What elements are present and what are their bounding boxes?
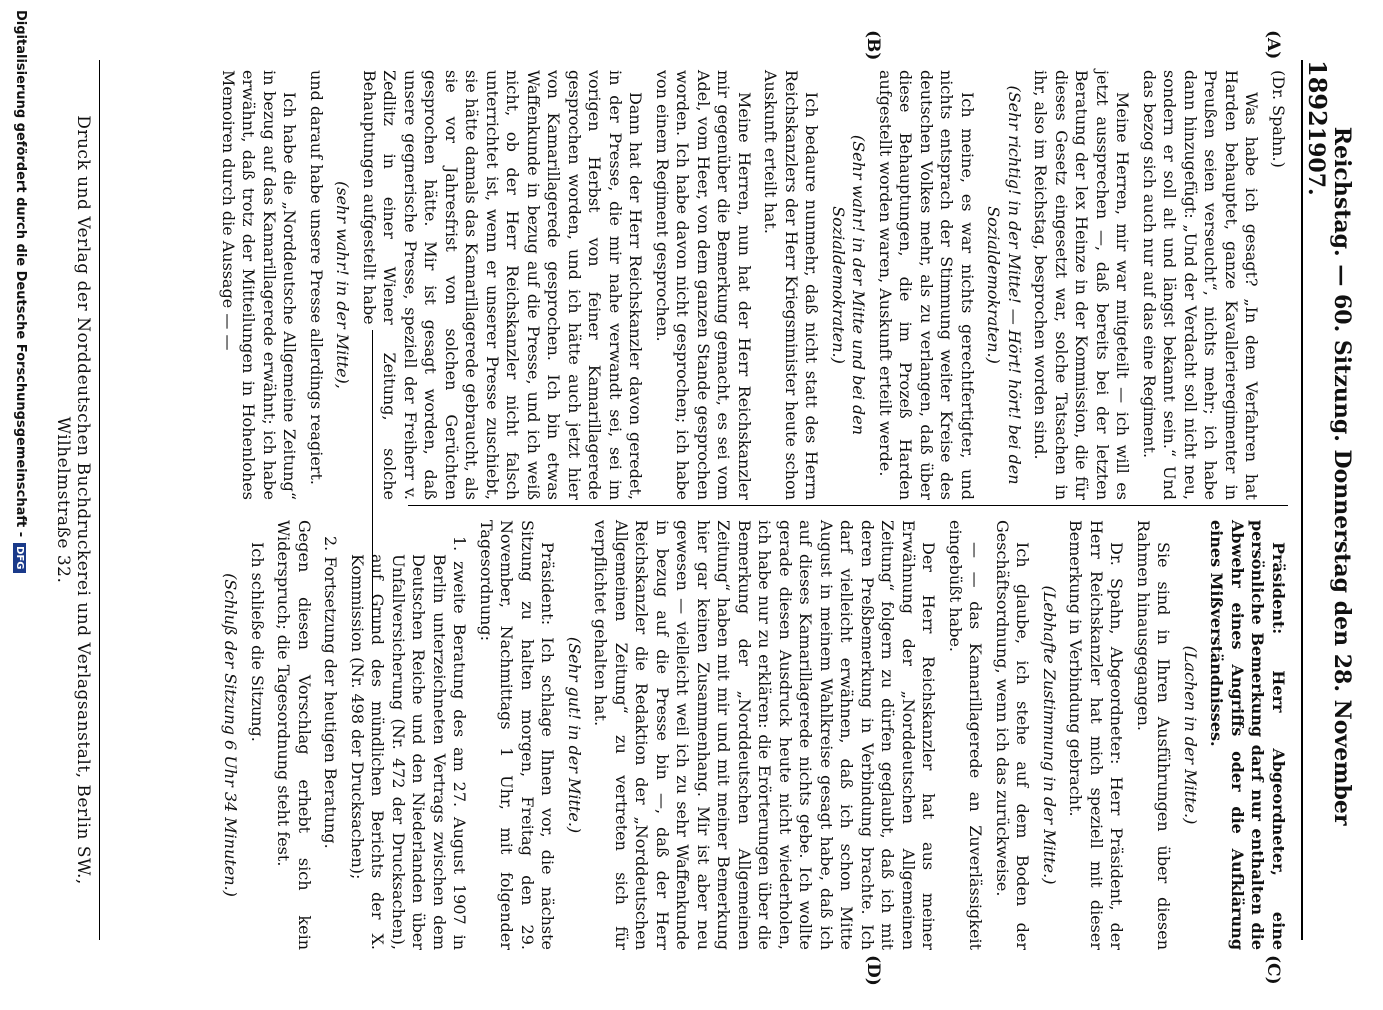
column-divider bbox=[408, 505, 1288, 506]
page-number: 1892 bbox=[1303, 60, 1332, 127]
page-title: Reichstag. — 60. Sitzung. Donnerstag den 28. November 1907. bbox=[1303, 126, 1355, 826]
paragraph: Präsident: Ich schlage Ihnen vor, die nächste Sitzung zu halten morgen, Freitag den 29. November, Nachmittags 1 Uhr, mit folgender Tagesordnung: bbox=[477, 520, 558, 950]
digitization-note bbox=[13, 0, 28, 1010]
paragraph: Dann hat der Herr Reichskanzler davon geredet, in der Presse, die mir nahe verwandt sei, sei im vorigen Herbst von feiner Kamarillagerede gesprochen worden, und ich hätte auch jetzt hier von Kamarillagerede gesprochen. Ich bin etwas Waffenkunde in bezug auf die Presse, und ich weiß nicht, ob der Herr Reichskanzler nicht falsch unterrichtet ist, wenn er unserer Presse zuschiebt, sie hätte damals das Kamarillagerede gebraucht, als sie vor Jahresfrist von solchen Gerüchten gesprochen hätte. Mir ist gesagt worden, daß unsere gegnerische Presse, speziell der Freiherr v. Zedlitz in einer Wiener Zeitung, solche Behauptungen aufgestellt habe bbox=[360, 70, 646, 500]
paragraph: Sie sind in Ihren Ausführungen über diesen Rahmen hinausgegangen. bbox=[1134, 520, 1174, 950]
right-column bbox=[221, 520, 1288, 950]
paragraph: Was habe ich gesagt? „In dem Verfahren hat Harden behauptet, ganze Kavallerieregimenter in Preußen seien verseucht“, nichts mehr; ich habe dann hinzugefügt: „Und der Verdacht soll nicht neu, sondern er soll alt und längst bekannt sein.“ Und das bezog sich auch nur auf das eine Regiment. bbox=[1140, 70, 1262, 500]
footer-rule bbox=[372, 330, 373, 630]
interjection: (sehr wahr! in der Mitte), bbox=[333, 181, 353, 389]
paragraph: Dr. Spahn, Abgeordneter: Herr Präsident, der Herr Reichskanzler hat mich speziell mit dieser Bemerkung in Verbindung gebracht. bbox=[1066, 520, 1127, 950]
interjection: (Lachen in der Mitte.) bbox=[1181, 645, 1200, 825]
paragraph: Gegen diesen Vorschlag erhebt sich kein Widerspruch; die Tagesordnung steht fest. bbox=[274, 520, 314, 950]
closing-note: (Schluß der Sitzung 6 Uhr 34 Minuten.) bbox=[221, 573, 241, 897]
margin-letter-d: (D) bbox=[863, 955, 883, 986]
paragraph: Der Herr Reichskanzler hat aus meiner Erwähnung der „Norddeutschen Allgemeinen Zeitung“ folgern zu dürfen geglaubt, daß ich mit deren Preßbemerkung in Verbindung brachte. Ich darf vielleicht erwähnen, daß ich schon Mitte August in meinem Wahlkreise gesagt habe, daß ich auf dieses Kamarillagerede nichts gebe. Ich wollte gerade diesen Ausdruck heute nicht wiederholen, ich habe nur zu erklären: die Erörterungen über die Bemerkung der „Norddeutschen Allgemeinen Zeitung“ haben mit mir und mit meiner Bemerkung hier gar keinen Zusammenhang. Mir ist aber neu gewesen — vielleicht weil ich zu sehr Waffenkunde in bezug auf die Presse bin —, daß der Herr Reichskanzler die Redaktion der „Norddeutschen Allgemeinen Zeitung“ zu vertreten sich für verpflichtet gehalten hat. bbox=[591, 520, 939, 950]
imprint: Druck und Verlag der Norddeutschen Buchdruckerei und Verlagsanstalt, Berlin SW., Wilhelmstraße 32. bbox=[53, 115, 93, 885]
interjection: (Sehr richtig! in der Mitte! — Hört! hört! bei den Sozialdemokraten.) bbox=[984, 85, 1024, 485]
paragraph: Präsident: Herr Abgeordneter, eine persönliche Bemerkung darf nur enthalten die Abwehr eines Angriffs oder die Aufklärung eines Mißverständnisses. bbox=[1207, 520, 1288, 950]
paragraph: — — das Kamarillagerede an Zuverlässigkeit eingebüßt habe. bbox=[946, 520, 986, 950]
paragraph: Ich bedaure nunmehr, daß nicht statt des Herrn Reichskanzlers der Herr Kriegsminister heute schon Auskunft erteilt hat. bbox=[761, 70, 822, 500]
margin-letter-c: (C) bbox=[1263, 955, 1283, 985]
agenda-list bbox=[320, 520, 470, 950]
left-column bbox=[219, 70, 1288, 500]
margin-letter-a: (A) bbox=[1263, 30, 1283, 60]
paragraph: Ich glaube, ich stehe auf dem Boden der Geschäftsordnung, wenn ich das zurückweise. bbox=[993, 520, 1033, 950]
interjection: (Sehr gut! in der Mitte.) bbox=[565, 636, 584, 834]
list-item: 1. zweite Beratung des am 27. August 1907 in Berlin unterzeichneten Vertrags zwischen dem Deutschen Reiche und den Niederlanden über Unfallversicherung (Nr. 472 der Drucksachen), auf Grund des mündlichen Berichts der X. Kommission (Nr. 498 der Drucksachen); bbox=[348, 536, 470, 950]
interjection: (Lebhafte Zustimmung in der Mitte.) bbox=[1040, 585, 1059, 885]
digitization-text: Digitalisierung gefördert durch die Deutsche Forschungsgemeinschaft - bbox=[13, 10, 28, 538]
page-header bbox=[1301, 60, 1355, 940]
list-item: 2. Fortsetzung der heutigen Beratung. bbox=[321, 536, 341, 849]
paragraph: Ich habe die „Norddeutsche Allgemeine Zeitung“ in bezug auf das Kamarillagerede erwähnt; ich habe erwähnt, daß trotz der Mitteilungen in Hohenlohes Memoiren durch die Aussage — — bbox=[219, 70, 300, 500]
paragraph: Meine Herren, mir war mitgeteilt — ich will es jetzt aussprechen —, daß bereits bei der letzten Beratung der lex Heinze in der Kommission, die für dieses Gesetz eingesetzt war, solche Tatsachen in ihr, also im Reichstag, besprochen worden sind. bbox=[1031, 70, 1133, 500]
interjection: (Sehr wahr! in der Mitte und bei den Sozialdemokraten.) bbox=[829, 134, 869, 436]
imprint-rule bbox=[99, 60, 100, 940]
paragraph: Ich meine, es war nichts gerechtfertigter, und nichts entsprach der Stimmung weiter Kreise des deutschen Volkes mehr, als zu verlangen, daß über diese Behauptungen, die im Prozeß Harden aufgestellt worden waren, Auskunft erteilt werde. bbox=[876, 70, 977, 500]
paragraph: Ich schließe die Sitzung. bbox=[248, 542, 267, 742]
speaker-label: (Dr. Spahn.) bbox=[1269, 70, 1288, 168]
paragraph: Meine Herren, nun hat der Herr Reichskanzler mir gegenüber die Bemerkung gemacht, es sei vom Adel, vom Heer, von dem ganzen Stande gesprochen worden. Ich habe davon nicht gesprochen; ich habe von einem Regiment gesprochen. bbox=[653, 70, 754, 500]
paragraph: und darauf habe unsere Presse allerdings reagiert. bbox=[307, 70, 326, 485]
dfg-logo: DFG bbox=[13, 543, 26, 572]
margin-letter-b: (B) bbox=[863, 30, 883, 61]
